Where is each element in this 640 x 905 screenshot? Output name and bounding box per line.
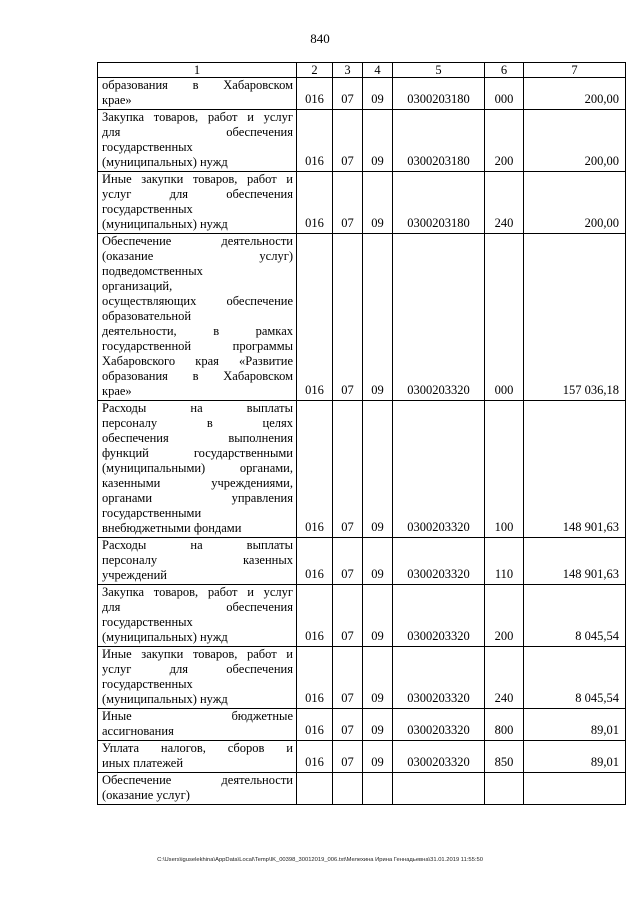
amount: 200,00 (524, 172, 626, 234)
description-line: крае» (102, 93, 132, 107)
expense-type-code: 000 (485, 234, 524, 401)
description-line: Обеспечение деятельности (102, 773, 293, 787)
target-item-code: 0300203320 (393, 401, 485, 538)
description-line: образовательной (102, 309, 192, 323)
description-line: для обеспечения (102, 125, 293, 139)
description-line: обеспечения выполнения (102, 431, 293, 445)
ministry-code: 016 (297, 401, 333, 538)
description-line: (муниципальных) нужд (102, 630, 228, 644)
expense-type-code: 100 (485, 401, 524, 538)
description-line: государственных (102, 202, 193, 216)
target-item-code: 0300203180 (393, 110, 485, 172)
page-number: 840 (310, 31, 330, 46)
target-item-code: 0300203180 (393, 78, 485, 110)
description-line: Расходы на выплаты (102, 538, 293, 552)
ministry-code: 016 (297, 234, 333, 401)
table-row (98, 709, 626, 741)
header-col-4: 4 (363, 63, 393, 78)
subsection-code: 09 (363, 401, 393, 538)
section-code: 07 (333, 538, 363, 585)
header-col-1: 1 (98, 63, 297, 78)
subsection-code: 09 (363, 110, 393, 172)
header-col-2: 2 (297, 63, 333, 78)
description-line: (муниципальных) нужд (102, 692, 228, 706)
description-line: крае» (102, 384, 132, 398)
description-line: образования в Хабаровском (102, 78, 293, 92)
table-row (98, 78, 626, 110)
amount: 89,01 (524, 741, 626, 773)
expense-type-code: 000 (485, 78, 524, 110)
ministry-code: 016 (297, 709, 333, 741)
amount: 148 901,63 (524, 538, 626, 585)
description-line: (оказание услуг) (102, 249, 293, 263)
target-item-code: 0300203180 (393, 172, 485, 234)
description-line: Иные закупки товаров, работ и (102, 647, 293, 661)
target-item-code: 0300203320 (393, 585, 485, 647)
table-row (98, 647, 626, 709)
section-code: 07 (333, 234, 363, 401)
description-line: услуг для обеспечения (102, 662, 293, 676)
description-line: организаций, (102, 279, 173, 293)
description-line: Расходы на выплаты (102, 401, 293, 415)
amount: 200,00 (524, 78, 626, 110)
description-line: образования в Хабаровском (102, 369, 293, 383)
row-description (98, 709, 297, 741)
target-item-code (393, 773, 485, 805)
table-row (98, 585, 626, 647)
target-item-code: 0300203320 (393, 234, 485, 401)
ministry-code: 016 (297, 585, 333, 647)
description-line: для обеспечения (102, 600, 293, 614)
description-line: (муниципальных) нужд (102, 217, 228, 231)
amount (524, 773, 626, 805)
budget-table (97, 62, 626, 805)
description-line: учреждений (102, 568, 167, 582)
row-description (98, 78, 297, 110)
section-code: 07 (333, 401, 363, 538)
row-description (98, 110, 297, 172)
header-col-5: 5 (393, 63, 485, 78)
table-row (98, 538, 626, 585)
description-line: персоналу казенных (102, 553, 293, 567)
section-code: 07 (333, 110, 363, 172)
description-line: (оказание услуг) (102, 788, 190, 802)
subsection-code: 09 (363, 234, 393, 401)
table-row (98, 234, 626, 401)
file-path-footer: C:\Users\iguselekhina\AppData\Local\Temp\IK_00398_30012019_006.txt\Мелехина Ирина Геннадьевна\31.01.2019 11:55:50 (157, 857, 483, 863)
expense-type-code: 850 (485, 741, 524, 773)
description-line: государственных (102, 140, 193, 154)
target-item-code: 0300203320 (393, 538, 485, 585)
description-line: (муниципальными) органами, (102, 461, 293, 475)
description-line: Иные закупки товаров, работ и (102, 172, 293, 186)
description-line: (муниципальных) нужд (102, 155, 228, 169)
header-col-6: 6 (485, 63, 524, 78)
ministry-code: 016 (297, 172, 333, 234)
amount: 8 045,54 (524, 585, 626, 647)
header-row (98, 63, 626, 78)
ministry-code: 016 (297, 647, 333, 709)
section-code: 07 (333, 172, 363, 234)
subsection-code: 09 (363, 585, 393, 647)
ministry-code: 016 (297, 741, 333, 773)
subsection-code: 09 (363, 78, 393, 110)
row-description (98, 585, 297, 647)
description-line: Закупка товаров, работ и услуг (102, 110, 293, 124)
expense-type-code: 800 (485, 709, 524, 741)
description-line: государственными (102, 506, 202, 520)
ministry-code: 016 (297, 78, 333, 110)
amount: 8 045,54 (524, 647, 626, 709)
description-line: государственных (102, 677, 193, 691)
description-line: государственной программы (102, 339, 293, 353)
amount: 148 901,63 (524, 401, 626, 538)
row-description (98, 234, 297, 401)
section-code: 07 (333, 78, 363, 110)
table-row (98, 172, 626, 234)
amount: 200,00 (524, 110, 626, 172)
header-col-7: 7 (524, 63, 626, 78)
expense-type-code: 240 (485, 172, 524, 234)
description-line: Иные бюджетные (102, 709, 293, 723)
description-line: Хабаровского края «Развитие (102, 354, 293, 368)
target-item-code: 0300203320 (393, 741, 485, 773)
ministry-code: 016 (297, 538, 333, 585)
target-item-code: 0300203320 (393, 709, 485, 741)
section-code: 07 (333, 741, 363, 773)
header-col-3: 3 (333, 63, 363, 78)
row-description (98, 741, 297, 773)
description-line: Уплата налогов, сборов и (102, 741, 293, 755)
expense-type-code: 200 (485, 110, 524, 172)
description-line: органами управления (102, 491, 293, 505)
amount: 89,01 (524, 709, 626, 741)
description-line: государственных (102, 615, 193, 629)
description-line: деятельности, в рамках (102, 324, 293, 338)
expense-type-code: 240 (485, 647, 524, 709)
expense-type-code: 200 (485, 585, 524, 647)
description-line: ассигнования (102, 724, 174, 738)
description-line: функций государственными (102, 446, 293, 460)
description-line: услуг для обеспечения (102, 187, 293, 201)
ministry-code (297, 773, 333, 805)
table-row (98, 741, 626, 773)
description-line: Закупка товаров, работ и услуг (102, 585, 293, 599)
description-line: иных платежей (102, 756, 184, 770)
subsection-code: 09 (363, 709, 393, 741)
row-description (98, 773, 297, 805)
section-code: 07 (333, 585, 363, 647)
expense-type-code (485, 773, 524, 805)
description-line: казенными учреждениями, (102, 476, 293, 490)
description-line: осуществляющих обеспечение (102, 294, 293, 308)
subsection-code (363, 773, 393, 805)
description-line: персоналу в целях (102, 416, 293, 430)
section-code: 07 (333, 647, 363, 709)
row-description (98, 401, 297, 538)
row-description (98, 538, 297, 585)
description-line: внебюджетными фондами (102, 521, 242, 535)
subsection-code: 09 (363, 538, 393, 585)
section-code (333, 773, 363, 805)
target-item-code: 0300203320 (393, 647, 485, 709)
amount: 157 036,18 (524, 234, 626, 401)
subsection-code: 09 (363, 172, 393, 234)
row-description (98, 647, 297, 709)
table-row (98, 401, 626, 538)
table-row (98, 110, 626, 172)
description-line: Обеспечение деятельности (102, 234, 293, 248)
subsection-code: 09 (363, 741, 393, 773)
row-description (98, 172, 297, 234)
subsection-code: 09 (363, 647, 393, 709)
ministry-code: 016 (297, 110, 333, 172)
description-line: подведомственных (102, 264, 203, 278)
expense-type-code: 110 (485, 538, 524, 585)
table-row (98, 773, 626, 805)
section-code: 07 (333, 709, 363, 741)
